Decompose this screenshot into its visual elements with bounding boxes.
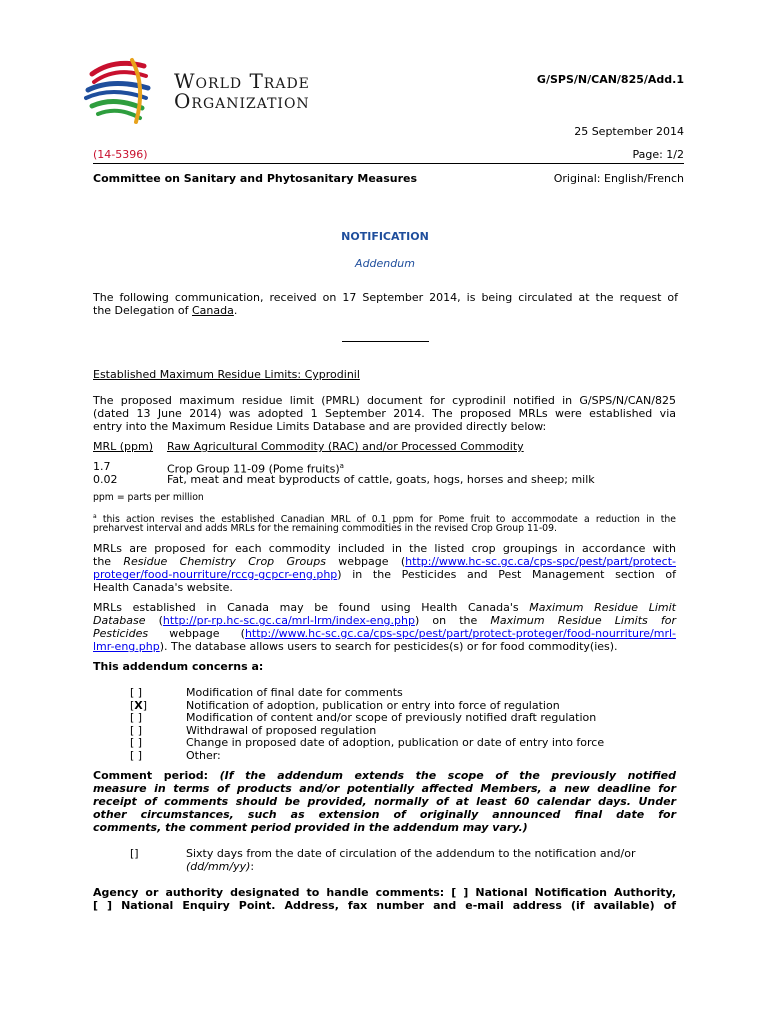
header-rule (93, 163, 684, 164)
mrl-pesticides-link-part2[interactable]: lmr-eng.php (93, 640, 160, 653)
para3-line2: Database (http://pr-rp.hc-sc.gc.ca/mrl-lrm/index-eng.php) on the Maximum Residue Limits for (93, 614, 676, 627)
comment-period-line2: measure in terms of products and/or potentially affected Members, a new deadline for (93, 782, 676, 795)
wto-emblem-icon (84, 56, 164, 130)
concern-label-6: Other: (186, 749, 221, 762)
concern-label-5: Change in proposed date of adoption, publication or date of entry into force (186, 736, 605, 749)
crop-groups-link-part1[interactable]: http://www.hc-sc.gc.ca/cps-spc/pest/part/protect- (405, 555, 676, 568)
country-name: Canada (192, 304, 234, 317)
concern-checkbox-4[interactable]: [ ] (130, 724, 143, 737)
para1-line3: entry into the Maximum Residue Limits Database and are provided directly below: (93, 420, 547, 433)
doc-date: 25 September 2014 (574, 125, 684, 138)
para2-line4: Health Canada's website. (93, 581, 233, 594)
intro-line1: The following communication, received on 17 September 2014, is being circulated at the request of (93, 291, 678, 304)
comment-period-line4: other circumstances, such as extension of originally announced final date for (93, 808, 676, 821)
ppm-note: ppm = parts per million (93, 492, 204, 503)
org-name-line2: Organization (174, 89, 310, 113)
comment-period-line5: comments, the comment period provided in the addendum may vary.) (93, 821, 528, 834)
para2-line2: the Residue Chemistry Crop Groups webpage (http://www.hc-sc.gc.ca/cps-spc/pest/part/protect- (93, 555, 676, 568)
concern-label-3: Modification of content and/or scope of previously notified draft regulation (186, 711, 597, 724)
para1-line1: The proposed maximum residue limit (PMRL) document for cyprodinil notified in G/SPS/N/CAN/825 (93, 394, 676, 407)
comment-period-line1: Comment period: (If the addendum extends the scope of the previously notified (93, 769, 677, 782)
sixty-days-line2: (dd/mm/yy): (186, 860, 255, 873)
para1-line2: (dated 13 June 2014) was adopted 1 September 2014. The proposed MRLs were established via (93, 407, 676, 420)
mrl-row1-commodity: Crop Group 11-09 (Pome fruits)$^a$ (167, 462, 344, 476)
comment-period-label: Comment period: (93, 769, 209, 782)
wto-logo (84, 56, 334, 130)
agency-line2: [ ] National Enquiry Point. Address, fax number and e-mail address (if available) of (93, 899, 676, 912)
notification-heading: NOTIFICATION (341, 230, 429, 243)
footnote-line2: preharvest interval and adds MRLs for the remaining commodities in the revised Crop Group 11-09. (93, 523, 557, 534)
org-name-line1: World Trade (174, 69, 310, 93)
para3-line1: MRLs established in Canada may be found using Health Canada's Maximum Residue Limit (93, 601, 676, 614)
concern-checkbox-6[interactable]: [ ] (130, 749, 143, 762)
doc-symbol: G/SPS/N/CAN/825/Add.1 (536, 73, 684, 86)
para2-line1: MRLs are proposed for each commodity included in the listed crop groupings in accordance with (93, 542, 676, 555)
concerns-heading: This addendum concerns a: (93, 660, 264, 673)
concern-checkbox-2[interactable]: [X] (130, 699, 148, 712)
separator-rule (342, 341, 429, 342)
concern-label-2: Notification of adoption, publication or entry into force of regulation (186, 699, 560, 712)
mrl-row1-value: 1.7 (93, 460, 111, 473)
concern-checkbox-1[interactable]: [ ] (130, 686, 143, 699)
sixty-days-line1: Sixty days from the date of circulation of the addendum to the notification and/or (186, 847, 636, 860)
doc-number: (14-5396) (93, 148, 148, 161)
intro-line2: the Delegation of Canada. (93, 304, 238, 317)
mrl-pesticides-link-part1[interactable]: http://www.hc-sc.gc.ca/cps-spc/pest/part/protect-proteger/food-nourriture/mrl- (244, 627, 676, 640)
para3-line3: Pesticides webpage (http://www.hc-sc.gc.ca/cps-spc/pest/part/protect-proteger/food-nourriture/mrl- (93, 627, 676, 640)
mrl-col-header: MRL (ppm) (93, 440, 154, 453)
footnote-line1: $^a$ this action revises the established Canadian MRL of 0.1 ppm for Pome fruit to accommodate a reduction in the (93, 513, 676, 526)
concern-label-1: Modification of final date for comments (186, 686, 403, 699)
para2-line3: proteger/food-nourriture/rccg-gcpcr-eng.php) in the Pesticides and Pest Management section of (93, 568, 676, 581)
mrl-database-link[interactable]: http://pr-rp.hc-sc.gc.ca/mrl-lrm/index-eng.php (162, 614, 415, 627)
comment-period-line3: receipt of comments should be provided, normally of at least 60 calendar days. Under (93, 795, 676, 808)
concern-checkbox-5[interactable]: [ ] (130, 736, 143, 749)
mrl-row2-commodity: Fat, meat and meat byproducts of cattle, goats, hogs, horses and sheep; milk (167, 473, 595, 486)
para3-line4: lmr-eng.php). The database allows users to search for pesticides(s) or for food commodity(ies). (93, 640, 618, 653)
page-number: Page: 1/2 (632, 148, 684, 161)
addendum-subheading: Addendum (355, 257, 415, 270)
concern-label-4: Withdrawal of proposed regulation (186, 724, 377, 737)
committee-name: Committee on Sanitary and Phytosanitary Measures (93, 172, 418, 185)
commodity-col-header: Raw Agricultural Commodity (RAC) and/or Processed Commodity (167, 440, 524, 453)
original-language: Original: English/French (553, 172, 684, 185)
crop-groups-link-part2[interactable]: proteger/food-nourriture/rccg-gcpcr-eng.php (93, 568, 338, 581)
sixty-days-checkbox[interactable]: [] (130, 847, 139, 860)
concern-checkbox-3[interactable]: [ ] (130, 711, 143, 724)
mrl-row2-value: 0.02 (93, 473, 118, 486)
agency-line1: Agency or authority designated to handle comments: [ ] National Notification Authority, (93, 886, 676, 899)
section-title: Established Maximum Residue Limits: Cyprodinil (93, 368, 360, 381)
